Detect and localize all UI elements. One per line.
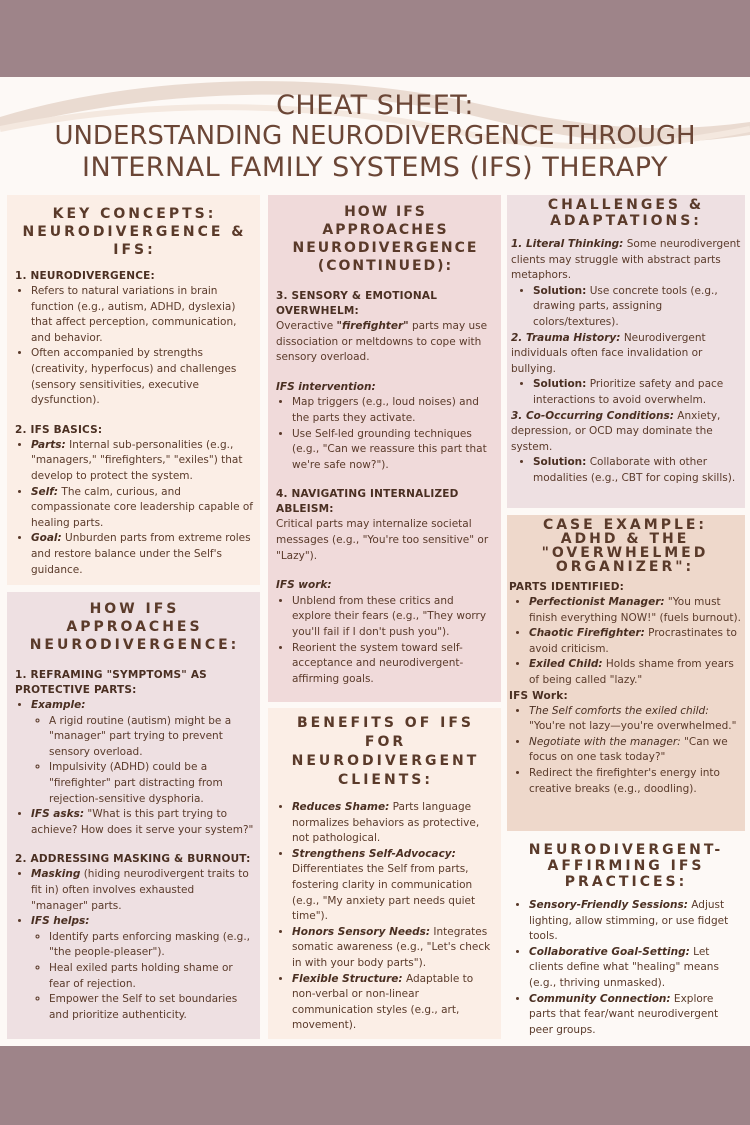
title-line-2: UNDERSTANDING NEURODIVERGENCE THROUGH [54, 121, 696, 151]
list-item: • Map triggers (e.g., loud noises) and the parts they activate. [292, 395, 495, 426]
practices-section [507, 838, 745, 1039]
paragraph: 1. Literal Thinking: Some neurodivergent clients may struggle with abstract parts metaphors. [511, 238, 741, 282]
challenges-section [507, 195, 745, 508]
list-item: • Self: The calm, curious, and compassionate core leadership capable of healing parts. [31, 485, 254, 532]
benefits-section [268, 708, 501, 1039]
list-item: • Redirect the firefighter's energy into creative breaks (e.g., doodling). [529, 766, 741, 797]
list-item: • Strengthens Self-Advocacy: Differentiates the Self from parts, fostering clarity in communication (e.g., "My anxiety part needs quiet time"). [292, 847, 495, 925]
title-line-3: INTERNAL FAMILY SYSTEMS (IFS) THERAPY [82, 152, 668, 183]
subheading: 2. IFS BASICS: [15, 423, 103, 436]
subheading: 2. ADDRESSING MASKING & BURNOUT: [15, 853, 251, 866]
list-item: • Goal: Unburden parts from extreme roles and restore balance under the Self's guidance. [31, 531, 254, 578]
section-heading: BENEFITS OF IFS FOR NEURODIVERGENT CLIENTS: [291, 715, 480, 788]
list-item: • IFS asks: "What is this part trying to achieve? How does it serve your system?" [31, 807, 254, 838]
approaches-continued-section [268, 195, 501, 702]
subheading: 3. SENSORY & EMOTIONAL OVERWHELM: [276, 290, 438, 317]
section-heading: NEURODIVERGENT-AFFIRMING IFS PRACTICES: [528, 842, 724, 890]
list-item: ◦ Empower the Self to set boundaries and prioritize authenticity. [49, 992, 254, 1023]
list-item: • Often accompanied by strengths (creativity, hyperfocus) and challenges (sensory sensitivities, executive dysfunction). [31, 346, 254, 408]
list-item: • Exiled Child: Holds shame from years of being called "lazy." [529, 657, 741, 688]
list-item: • Collaborative Goal-Setting: Let clients define what "healing" means (e.g., thriving unmasked). [529, 945, 741, 992]
list-item: • Solution: Use concrete tools (e.g., drawing parts, assigning colors/textures). [533, 284, 741, 331]
list-item: • Reduces Shame: Parts language normalizes behaviors as protective, not pathological. [292, 800, 495, 847]
section-heading: HOW IFS APPROACHES NEURODIVERGENCE: [29, 601, 240, 653]
list-item: • Refers to natural variations in brain function (e.g., autism, ADHD, dyslexia) that affect perception, communication, and behavior. [31, 284, 254, 346]
list-item: • IFS helps: ◦ Identify parts enforcing masking (e.g., "the people-pleaser"). ◦ Heal exiled parts holding shame or fear of rejection. ◦ Empower the Self to set boundaries and prioritize authenticity. [31, 914, 254, 1023]
subheading: PARTS IDENTIFIED: [509, 581, 625, 593]
list-item: • Parts: Internal sub-personalities (e.g., "managers," "firefighters," "exiles") that develop to protect the system. [31, 438, 254, 485]
section-heading: HOW IFS APPROACHES NEURODIVERGENCE (CONTINUED): [292, 204, 479, 274]
title-line-1: CHEAT SHEET: [276, 90, 474, 121]
list-item: • Reorient the system toward self-acceptance and neurodivergent-affirming goals. [292, 641, 495, 688]
list-item: ◦ Heal exiled parts holding shame or fear of rejection. [49, 961, 254, 992]
list-item: • Flexible Structure: Adaptable to non-verbal or non-linear communication styles (e.g., art, movement). [292, 972, 495, 1034]
key-concepts-section [7, 195, 260, 585]
subheading: 1. NEURODIVERGENCE: [15, 270, 155, 282]
subheading: 1. REFRAMING "SYMPTOMS" AS PROTECTIVE PARTS: [15, 669, 207, 696]
list-item: • Community Connection: Explore parts that fear/want neurodivergent peer groups. [529, 992, 741, 1039]
list-item: ◦ A rigid routine (autism) might be a "manager" part trying to prevent sensory overload. [49, 714, 254, 761]
subheading: 4. NAVIGATING INTERNALIZED ABLEISM: [276, 488, 459, 516]
list-item: ◦ Identify parts enforcing masking (e.g., "the people-pleaser"). [49, 930, 254, 961]
paragraph: Critical parts may internalize societal messages (e.g., "You're too sensitive" or "Lazy"). [276, 518, 489, 562]
list-item: • Sensory-Friendly Sessions: Adjust lighting, allow stimming, or use fidget tools. [529, 898, 741, 945]
section-heading: CASE EXAMPLE: ADHD & THE "OVERWHELMED ORGANIZER": [541, 517, 709, 575]
paragraph-label: IFS intervention: [276, 380, 376, 393]
paragraph-label: IFS work: [276, 579, 332, 592]
subheading: IFS Work: [509, 689, 568, 702]
list-item: • Chaotic Firefighter: Procrastinates to avoid criticism. [529, 626, 741, 657]
list-item: ◦ Impulsivity (ADHD) could be a "firefighter" part distracting from rejection-sensitive dysphoria. [49, 760, 254, 807]
case-example-section [507, 515, 745, 831]
section-heading: CHALLENGES & ADAPTATIONS: [547, 197, 705, 229]
section-heading: KEY CONCEPTS: NEURODIVERGENCE & IFS: [22, 206, 247, 258]
list-item: • Masking (hiding neurodivergent traits to fit in) often involves exhausted "manager" parts. [31, 867, 254, 914]
paragraph: Overactive "firefighter" parts may use dissociation or meltdowns to cope with sensory overload. [276, 320, 488, 364]
paragraph: 3. Co-Occurring Conditions: Anxiety, depression, or OCD may dominate the system. [511, 409, 721, 453]
list-item: • The Self comforts the exiled child: "You're not lazy—you're overwhelmed." [529, 704, 741, 735]
list-item: • Negotiate with the manager: "Can we focus on one task today?" [529, 735, 741, 766]
list-item: • Unblend from these critics and explore their fears (e.g., "They worry you'll fail if I don't push you"). [292, 594, 495, 641]
page-title [0, 90, 750, 183]
list-item: • Solution: Collaborate with other modalities (e.g., CBT for coping skills). [533, 455, 741, 486]
paragraph: 2. Trauma History: Neurodivergent individuals often face invalidation or bullying. [511, 331, 706, 375]
list-item: • Solution: Prioritize safety and pace interactions to avoid overwhelm. [533, 377, 741, 408]
approaches-section [7, 592, 260, 1039]
list-item: • Honors Sensory Needs: Integrates somatic awareness (e.g., "Let's check in with your body parts"). [292, 925, 495, 972]
list-item: • Perfectionist Manager: "You must finish everything NOW!" (fuels burnout). [529, 595, 741, 626]
list-item: • Example: ◦ A rigid routine (autism) might be a "manager" part trying to prevent sensory overload. ◦ Impulsivity (ADHD) could be a "firefighter" part distracting from rejection-sensitive dysphoria. [31, 698, 254, 807]
list-item: • Use Self-led grounding techniques (e.g., "Can we reassure this part that we're safe now?"). [292, 427, 495, 474]
